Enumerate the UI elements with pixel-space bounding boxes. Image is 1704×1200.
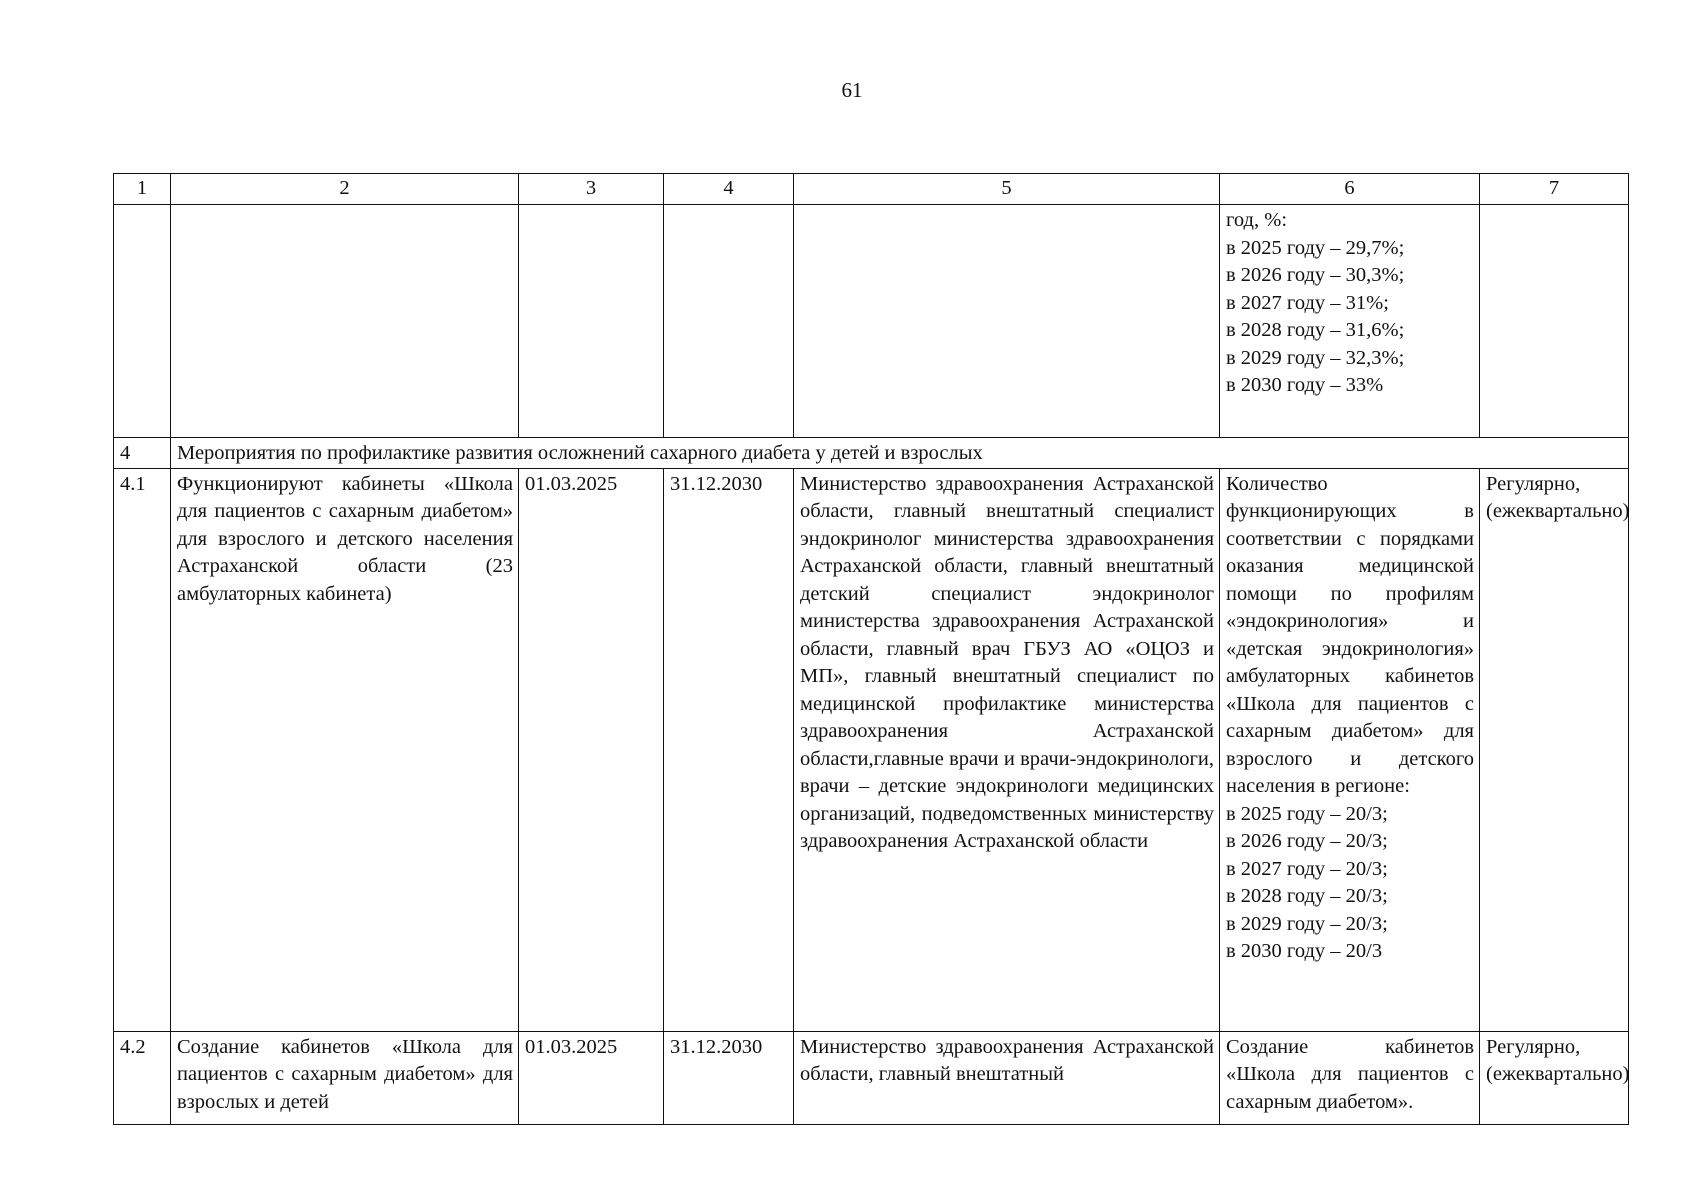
result-line: в 2028 году – 20/3;: [1226, 885, 1388, 907]
header-col-1: 1: [114, 174, 171, 205]
section-title: Мероприятия по профилактике развития осложнений сахарного диабета у детей и взрослых: [171, 438, 1629, 469]
page-number: 61: [841, 78, 863, 102]
result-intro: Создание кабинетов «Школа для пациентов с сахарным диабетом».: [1226, 1035, 1474, 1113]
result-line: в 2025 году – 20/3;: [1226, 802, 1388, 825]
result-line: в 2027 году – 20/3;: [1226, 857, 1388, 880]
measures-table: [113, 173, 1629, 1125]
header-col-4: 4: [664, 174, 794, 205]
activity-cell: Функционируют кабинеты «Школа для пациентов с сахарным диабетом» для взрослого и детского населения Астраханской области (23 амбулаторных кабинета): [171, 468, 519, 1031]
continuation-row: [114, 205, 1629, 438]
result-cell: [1220, 1031, 1480, 1124]
responsible-cell: Министерство здравоохранения Астраханской области, главный внештатный специалист эндокринолог министерства здравоохранения Астраханской области, главный внештатный детский специалист эндокринолог министерства здравоохранения Астраханской области, главный врач ГБУЗ АО «ОЦОЗ и МП», главный внештатный специалист по медицинской профилактике министерства здравоохранения Астраханской области,главные врачи и врачи-эндокринологи, врачи – детские эндокринологи медицинских организаций, подведомственных министерству здравоохранения Астраханской области: [794, 468, 1220, 1031]
cont-cell-1: [114, 205, 171, 438]
cont-line: в 2026 году – 30,3%;: [1226, 264, 1405, 286]
cont-cell-4: [664, 205, 794, 438]
section-row: [114, 438, 1629, 469]
end-date-cell: 31.12.2030: [664, 1031, 794, 1124]
cont-cell-5: [794, 205, 1220, 438]
cont-cell-2: [171, 205, 519, 438]
cont-cell-7: [1480, 205, 1629, 438]
result-line: в 2030 году – 20/3: [1226, 940, 1383, 962]
result-line: в 2026 году – 20/3;: [1226, 830, 1388, 852]
row-number: 4.2: [114, 1031, 171, 1124]
header-col-7: 7: [1480, 174, 1629, 205]
header-col-6: 6: [1220, 174, 1480, 205]
cont-line: год, %:: [1226, 209, 1288, 231]
header-col-3: 3: [519, 174, 664, 205]
cont-line: в 2025 году – 29,7%;: [1226, 236, 1405, 259]
section-number: 4: [114, 438, 171, 469]
header-row: [114, 174, 1629, 205]
cont-line: в 2030 году – 33%: [1226, 374, 1384, 396]
cont-line: в 2029 году – 32,3%;: [1226, 346, 1405, 369]
cont-cell-6: [1220, 205, 1480, 438]
table-row: [114, 1031, 1629, 1124]
cont-line: в 2028 году – 31,6%;: [1226, 319, 1405, 341]
cont-line: в 2027 году – 31%;: [1226, 291, 1389, 314]
result-intro: Количество функционирующих в соответствии с порядками оказания медицинской помощи по профилям «эндокринология» и «детская эндокринология» амбулаторных кабинетов «Школа для пациентов с сахарным диабетом» для взрослого и детского населения в регионе:: [1226, 472, 1474, 797]
result-line: в 2029 году – 20/3;: [1226, 912, 1388, 935]
frequency-cell: Регулярно, (ежеквартально): [1480, 468, 1629, 1031]
end-date-cell: 31.12.2030: [664, 468, 794, 1031]
header-col-5: 5: [794, 174, 1220, 205]
cont-cell-3: [519, 205, 664, 438]
activity-cell: Создание кабинетов «Школа для пациентов с сахарным диабетом» для взрослых и детей: [171, 1031, 519, 1124]
header-col-2: 2: [171, 174, 519, 205]
table-row: [114, 468, 1629, 1031]
start-date-cell: 01.03.2025: [519, 1031, 664, 1124]
row-number: 4.1: [114, 468, 171, 1031]
responsible-cell: Министерство здравоохранения Астраханской области, главный внештатный: [794, 1031, 1220, 1124]
frequency-cell: Регулярно, (ежеквартально): [1480, 1031, 1629, 1124]
start-date-cell: 01.03.2025: [519, 468, 664, 1031]
result-cell: [1220, 468, 1480, 1031]
